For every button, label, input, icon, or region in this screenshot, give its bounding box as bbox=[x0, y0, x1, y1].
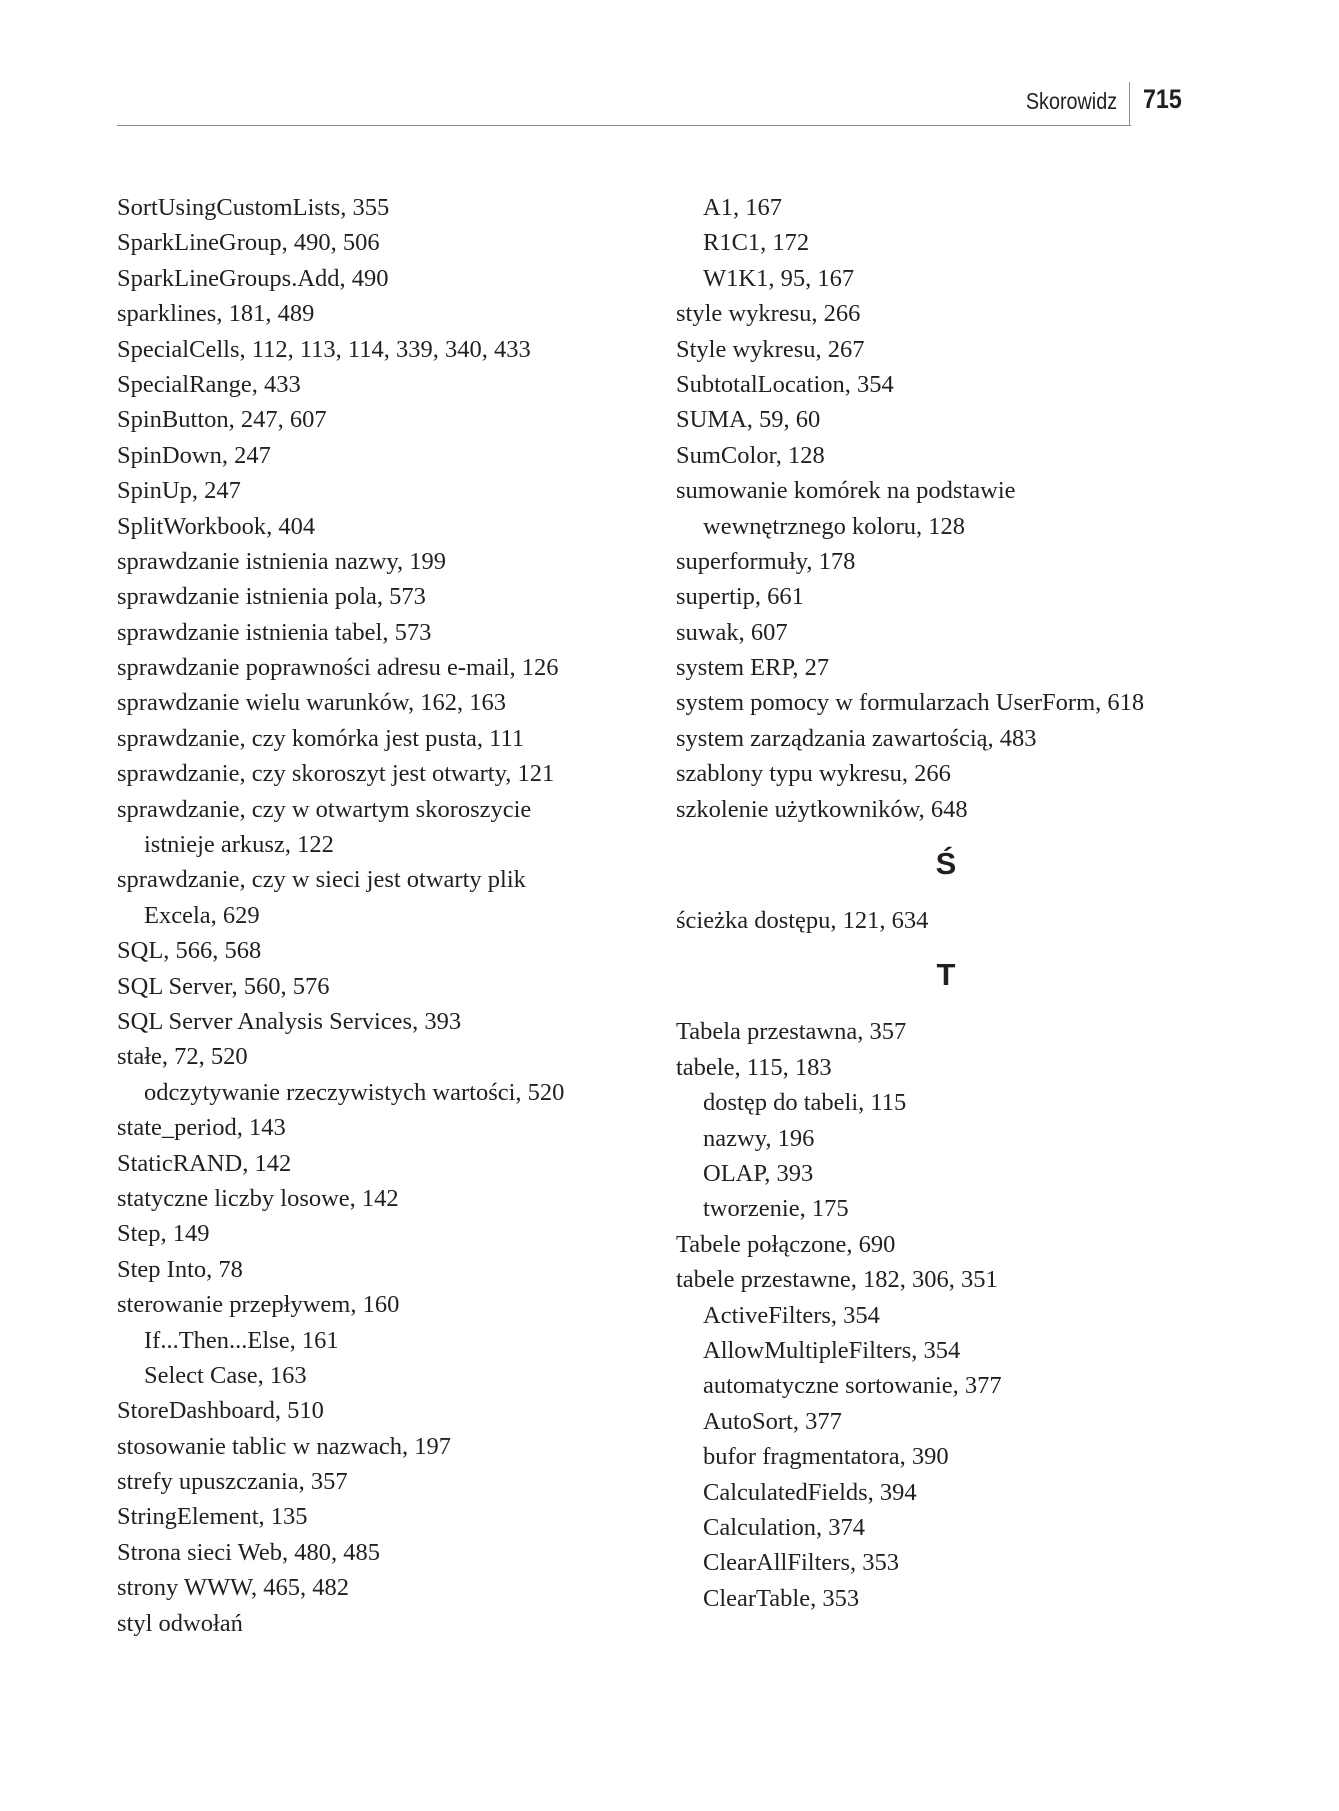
index-entry: Tabela przestawna, 357 bbox=[676, 1018, 907, 1046]
index-entry: StaticRAND, 142 bbox=[117, 1149, 292, 1177]
index-column-left bbox=[117, 190, 657, 1641]
index-entry: SplitWorkbook, 404 bbox=[117, 512, 316, 540]
index-subentry: tworzenie, 175 bbox=[703, 1195, 849, 1223]
index-column-right bbox=[676, 190, 1216, 1616]
index-entry: strony WWW, 465, 482 bbox=[117, 1574, 350, 1602]
index-entry: SQL Server Analysis Services, 393 bbox=[117, 1007, 462, 1035]
index-entry: szablony typu wykresu, 266 bbox=[676, 760, 951, 788]
index-subentry: If...Then...Else, 161 bbox=[144, 1326, 339, 1354]
index-entry: sprawdzanie, czy komórka jest pusta, 111 bbox=[117, 724, 525, 752]
index-entry: system zarządzania zawartością, 483 bbox=[676, 724, 1037, 752]
letter-heading-s-acute: Ś bbox=[935, 846, 957, 882]
running-head: Skorowidz bbox=[1025, 88, 1117, 114]
index-subentry: ClearTable, 353 bbox=[703, 1584, 860, 1612]
index-subentry: wewnętrznego koloru, 128 bbox=[703, 512, 965, 540]
index-entry: StoreDashboard, 510 bbox=[117, 1397, 324, 1425]
index-entry: SortUsingCustomLists, 355 bbox=[117, 194, 390, 221]
index-entry: SpinButton, 247, 607 bbox=[117, 406, 327, 434]
index-entry: SparkLineGroups.Add, 490 bbox=[117, 264, 389, 292]
index-entry: stałe, 72, 520 bbox=[117, 1043, 248, 1071]
index-group-t bbox=[676, 1014, 1216, 1616]
index-subentry: AutoSort, 377 bbox=[703, 1407, 842, 1435]
index-entry: szkolenie użytkowników, 648 bbox=[676, 795, 968, 823]
index-subentry: istnieje arkusz, 122 bbox=[144, 831, 334, 859]
index-entry: SumColor, 128 bbox=[676, 441, 825, 469]
index-subentry: Excela, 629 bbox=[144, 901, 260, 929]
index-entry: superformuły, 178 bbox=[676, 547, 856, 575]
page-number: 715 bbox=[1143, 84, 1182, 114]
index-subentry: automatyczne sortowanie, 377 bbox=[703, 1372, 1002, 1400]
index-entry: SUMA, 59, 60 bbox=[676, 406, 821, 434]
index-entry: sparklines, 181, 489 bbox=[117, 300, 315, 328]
index-subentry: Select Case, 163 bbox=[144, 1361, 307, 1389]
index-entry: sprawdzanie istnienia nazwy, 199 bbox=[117, 547, 447, 575]
index-subentry: W1K1, 95, 167 bbox=[703, 264, 855, 292]
index-entry: Step, 149 bbox=[117, 1220, 210, 1248]
header-rule bbox=[117, 125, 1131, 126]
index-entry: tabele, 115, 183 bbox=[676, 1053, 832, 1081]
index-subentry: AllowMultipleFilters, 354 bbox=[703, 1336, 961, 1364]
index-entry: sprawdzanie istnienia tabel, 573 bbox=[117, 618, 432, 646]
index-entry: SpinDown, 247 bbox=[117, 441, 271, 469]
index-entry: Strona sieci Web, 480, 485 bbox=[117, 1538, 380, 1566]
index-entry: Style wykresu, 267 bbox=[676, 335, 865, 363]
index-entry: SQL, 566, 568 bbox=[117, 937, 262, 965]
index-subentry: ClearAllFilters, 353 bbox=[703, 1549, 899, 1577]
index-entry: SpecialRange, 433 bbox=[117, 370, 301, 398]
letter-heading-t: T bbox=[936, 957, 956, 993]
index-entry: StringElement, 135 bbox=[117, 1503, 308, 1531]
index-entry: SpinUp, 247 bbox=[117, 477, 241, 505]
index-entry: SparkLineGroup, 490, 506 bbox=[117, 229, 380, 257]
index-entry: SpecialCells, 112, 113, 114, 339, 340, 433 bbox=[117, 335, 531, 363]
index-entry: Step Into, 78 bbox=[117, 1255, 243, 1283]
index-entry: statyczne liczby losowe, 142 bbox=[117, 1184, 399, 1212]
index-entry: stosowanie tablic w nazwach, 197 bbox=[117, 1432, 452, 1460]
page-header bbox=[117, 82, 1201, 127]
index-entry: sprawdzanie, czy skoroszyt jest otwarty, 121 bbox=[117, 760, 555, 788]
index-subentry: Calculation, 374 bbox=[703, 1513, 865, 1541]
index-entry: sprawdzanie poprawności adresu e-mail, 126 bbox=[117, 654, 559, 682]
index-subentry: dostęp do tabeli, 115 bbox=[703, 1089, 907, 1117]
index-subentry: A1, 167 bbox=[703, 194, 782, 221]
index-entry: sprawdzanie istnienia pola, 573 bbox=[117, 583, 426, 611]
index-entry: ścieżka dostępu, 121, 634 bbox=[676, 907, 929, 935]
index-entry: SQL Server, 560, 576 bbox=[117, 972, 330, 1000]
index-entry: state_period, 143 bbox=[117, 1114, 286, 1142]
index-entry: styl odwołań bbox=[117, 1609, 243, 1637]
index-entry: Tabele połączone, 690 bbox=[676, 1230, 896, 1258]
index-entry: sprawdzanie, czy w otwartym skoroszycie bbox=[117, 795, 532, 823]
index-subentry: bufor fragmentatora, 390 bbox=[703, 1443, 949, 1471]
index-entry: sterowanie przepływem, 160 bbox=[117, 1291, 400, 1319]
index-subentry: ActiveFilters, 354 bbox=[703, 1301, 880, 1329]
index-group-s-acute bbox=[676, 903, 1216, 938]
index-entry: sumowanie komórek na podstawie bbox=[676, 477, 1016, 505]
index-entry: suwak, 607 bbox=[676, 618, 788, 646]
index-entry: system pomocy w formularzach UserForm, 618 bbox=[676, 689, 1145, 717]
index-subentry: CalculatedFields, 394 bbox=[703, 1478, 917, 1506]
index-entry: tabele przestawne, 182, 306, 351 bbox=[676, 1266, 998, 1294]
index-entry: SubtotalLocation, 354 bbox=[676, 370, 894, 398]
index-entry: sprawdzanie wielu warunków, 162, 163 bbox=[117, 689, 506, 717]
index-entry: system ERP, 27 bbox=[676, 654, 830, 682]
index-subentry: nazwy, 196 bbox=[703, 1124, 815, 1152]
index-entry: strefy upuszczania, 357 bbox=[117, 1468, 348, 1496]
index-subentry: OLAP, 393 bbox=[703, 1159, 814, 1187]
index-entry: supertip, 661 bbox=[676, 583, 804, 611]
index-subentry: odczytywanie rzeczywistych wartości, 520 bbox=[144, 1078, 565, 1106]
index-entry: style wykresu, 266 bbox=[676, 300, 861, 328]
index-group-s bbox=[676, 190, 1216, 827]
index-subentry: R1C1, 172 bbox=[703, 229, 810, 257]
header-divider bbox=[1129, 82, 1130, 126]
index-entry: sprawdzanie, czy w sieci jest otwarty plik bbox=[117, 866, 526, 894]
